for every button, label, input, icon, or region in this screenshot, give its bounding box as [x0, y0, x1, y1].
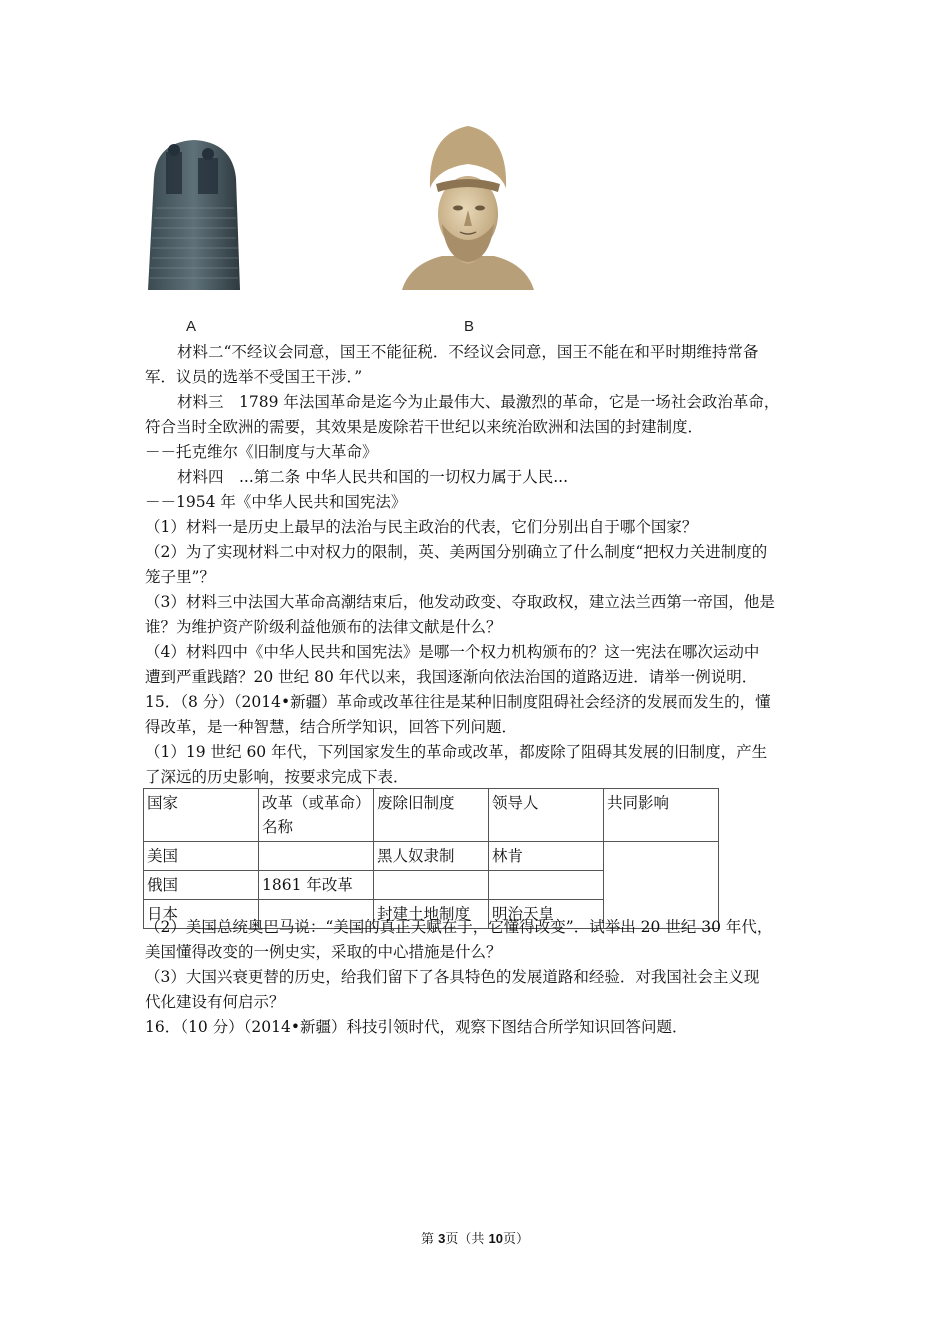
image-b-caption: B — [464, 318, 475, 335]
problem-15-line-2: 得改革，是一种智慧，结合所学知识，回答下列问题． — [145, 718, 518, 736]
material-three-source: －－托克维尔《旧制度与大革命》 — [145, 443, 378, 461]
footer-post: 页） — [502, 1232, 529, 1247]
table-cell: 日本 — [144, 900, 259, 929]
question-3-line-2: 谁？为维护资产阶级利益他颁布的法律文献是什么？ — [145, 618, 502, 636]
reform-table — [143, 788, 719, 929]
question-2-line-1: （2）为了实现材料二中对权力的限制，英、美两国分别确立了什么制度“把权力关进制度的 — [145, 543, 768, 561]
image-a-caption: A — [186, 318, 197, 335]
table-cell: 封建土地制度 — [374, 900, 489, 929]
problem-15-line-1: 15．（8 分）（2014•新疆）革命或改革往往是某种旧制度阻碍社会经济的发展而发生的，懂 — [145, 693, 771, 711]
table-header-cell: 国家 — [144, 789, 259, 842]
problem-15-q2-line-2: 美国懂得改变的一例史实，采取的中心措施是什么？ — [145, 943, 502, 961]
footer-page-number: 3 — [438, 1231, 446, 1246]
page-footer — [0, 1228, 950, 1247]
material-three-line-1: 材料三 1789 年法国革命是迄今为止最伟大、最激烈的革命，它是一场社会政治革命， — [177, 393, 780, 411]
table-header-cell: 废除旧制度 — [374, 789, 489, 842]
table-cell — [259, 842, 374, 871]
table-cell: 林肯 — [489, 842, 604, 871]
table-header-cell: 改革（或革命）名称 — [259, 789, 374, 842]
problem-15-q1-line-2: 了深远的历史影响，按要求完成下表． — [145, 768, 409, 786]
problem-15-q3-line-1: （3）大国兴衰更替的历史，给我们留下了各具特色的发展道路和经验．对我国社会主义现 — [145, 968, 760, 986]
table-cell: 黑人奴隶制 — [374, 842, 489, 871]
table-header-row — [144, 789, 719, 842]
footer-pre: 第 — [421, 1232, 439, 1247]
table-cell: 明治天皇 — [489, 900, 604, 929]
question-2-line-2: 笼子里”？ — [145, 568, 215, 586]
table-row — [144, 842, 719, 871]
problem-15-q3-line-2: 代化建设有何启示？ — [145, 993, 285, 1011]
question-4-line-1: （4）材料四中《中华人民共和国宪法》是哪一个权力机构颁布的？这一宪法在哪次运动中 — [145, 643, 760, 661]
table-cell: 俄国 — [144, 871, 259, 900]
material-four-source: －－1954 年《中华人民共和国宪法》 — [145, 493, 407, 511]
table-header-cell: 领导人 — [489, 789, 604, 842]
problem-15-q2-line-1: （2）美国总统奥巴马说：“美国的真正天赋在于，它懂得改变”．试举出 20 世纪 30 年代， — [145, 918, 773, 936]
footer-mid: 页（共 — [445, 1232, 489, 1247]
hammurabi-stele-image — [146, 138, 242, 292]
table-cell — [374, 871, 489, 900]
material-two-line-1: 材料二“不经议会同意，国王不能征税．不经议会同意，国王不能在和平时期维持常备 — [177, 343, 759, 361]
question-3-line-1: （3）材料三中法国大革命高潮结束后，他发动政变、夺取政权，建立法兰西第一帝国，他是 — [145, 593, 775, 611]
problem-16-line: 16．（10 分）（2014•新疆）科技引领时代，观察下图结合所学知识回答问题． — [145, 1018, 688, 1036]
material-three-line-2: 符合当时全欧洲的需要，其效果是废除若干世纪以来统治欧洲和法国的封建制度． — [145, 418, 704, 436]
table-cell: 1861 年改革 — [259, 871, 374, 900]
table-cell — [489, 871, 604, 900]
problem-15-q1-line-1: （1）19 世纪 60 年代，下列国家发生的革命或改革，都废除了阻碍其发展的旧制度，产生 — [145, 743, 768, 761]
pericles-bust-image — [402, 124, 534, 290]
question-4-line-2: 遭到严重践踏？20 世纪 80 年代以来，我国逐渐向依法治国的道路迈进．请举一例说明． — [145, 668, 758, 686]
table-header-cell: 共同影响 — [604, 789, 719, 842]
table-cell: 美国 — [144, 842, 259, 871]
question-1: （1）材料一是历史上最早的法治与民主政治的代表，它们分别出自于哪个国家？ — [145, 518, 698, 536]
material-four-line: 材料四 ...第二条 中华人民共和国的一切权力属于人民... — [177, 468, 568, 486]
material-two-line-2: 军．议员的选举不受国王干涉．” — [145, 368, 363, 386]
footer-total-pages: 10 — [488, 1231, 503, 1246]
